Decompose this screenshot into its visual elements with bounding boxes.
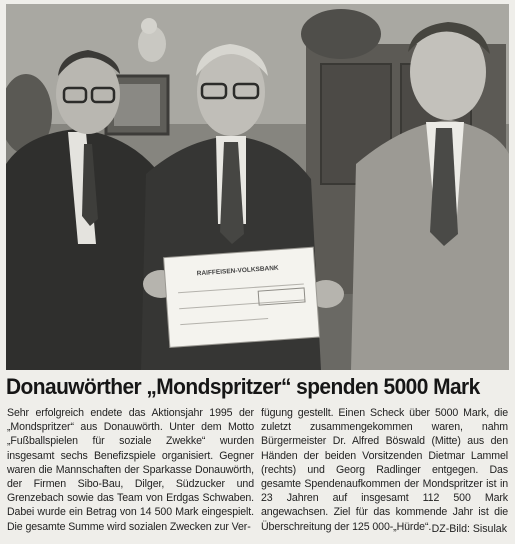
check-bank-name: RAIFFEISEN-VOLKSBANK — [196, 264, 279, 278]
article-headline: Donauwörther „Mondspritzer“ spenden 5000 Mark — [6, 374, 480, 399]
news-photo — [6, 4, 509, 370]
check — [164, 247, 320, 347]
article-column-left: Sehr erfolgreich endete das Aktionsjahr 1995 der „Mondspritzer“ aus Donauwörth. Unter dem Motto „Fußballspielen für soziale Zwekke“ wurden insgesamt sechs Benefizspiele organisiert. Gegner waren die Mannschaften der Sparkasse Donauwörth, der Firmen Sibo-Bau, Dilger, Südzucker und Grenzebach sowie das Team von Erdgas Schwaben. Dabei wurde ein Betrag von 14 500 Mark eingespielt. Die gesamte Summe wird sozialen Zwecken zur Ver- — [7, 407, 254, 533]
photo-illustration — [6, 4, 509, 370]
article-column-right: fügung gestellt. Einen Scheck über 5000 Mark, die zuletzt zusammengekommen waren, nahm Bürgermeister Dr. Alfred Böswald (Mitte) aus den Händen der beiden Vorsitzenden Dietmar Lammel (rechts) und Georg Radlinger entgegen. Das gesamte Spendenaufkommen der Mondspritzer ist in 23 Jahren auf insgesamt 112 500 Mark angewachsen. Ziel für das kommende Jahr ist die Überschreitung der 125 000-„Hürde“. — [261, 407, 508, 533]
photo-credit: DZ-Bild: Sisulak — [431, 523, 507, 535]
